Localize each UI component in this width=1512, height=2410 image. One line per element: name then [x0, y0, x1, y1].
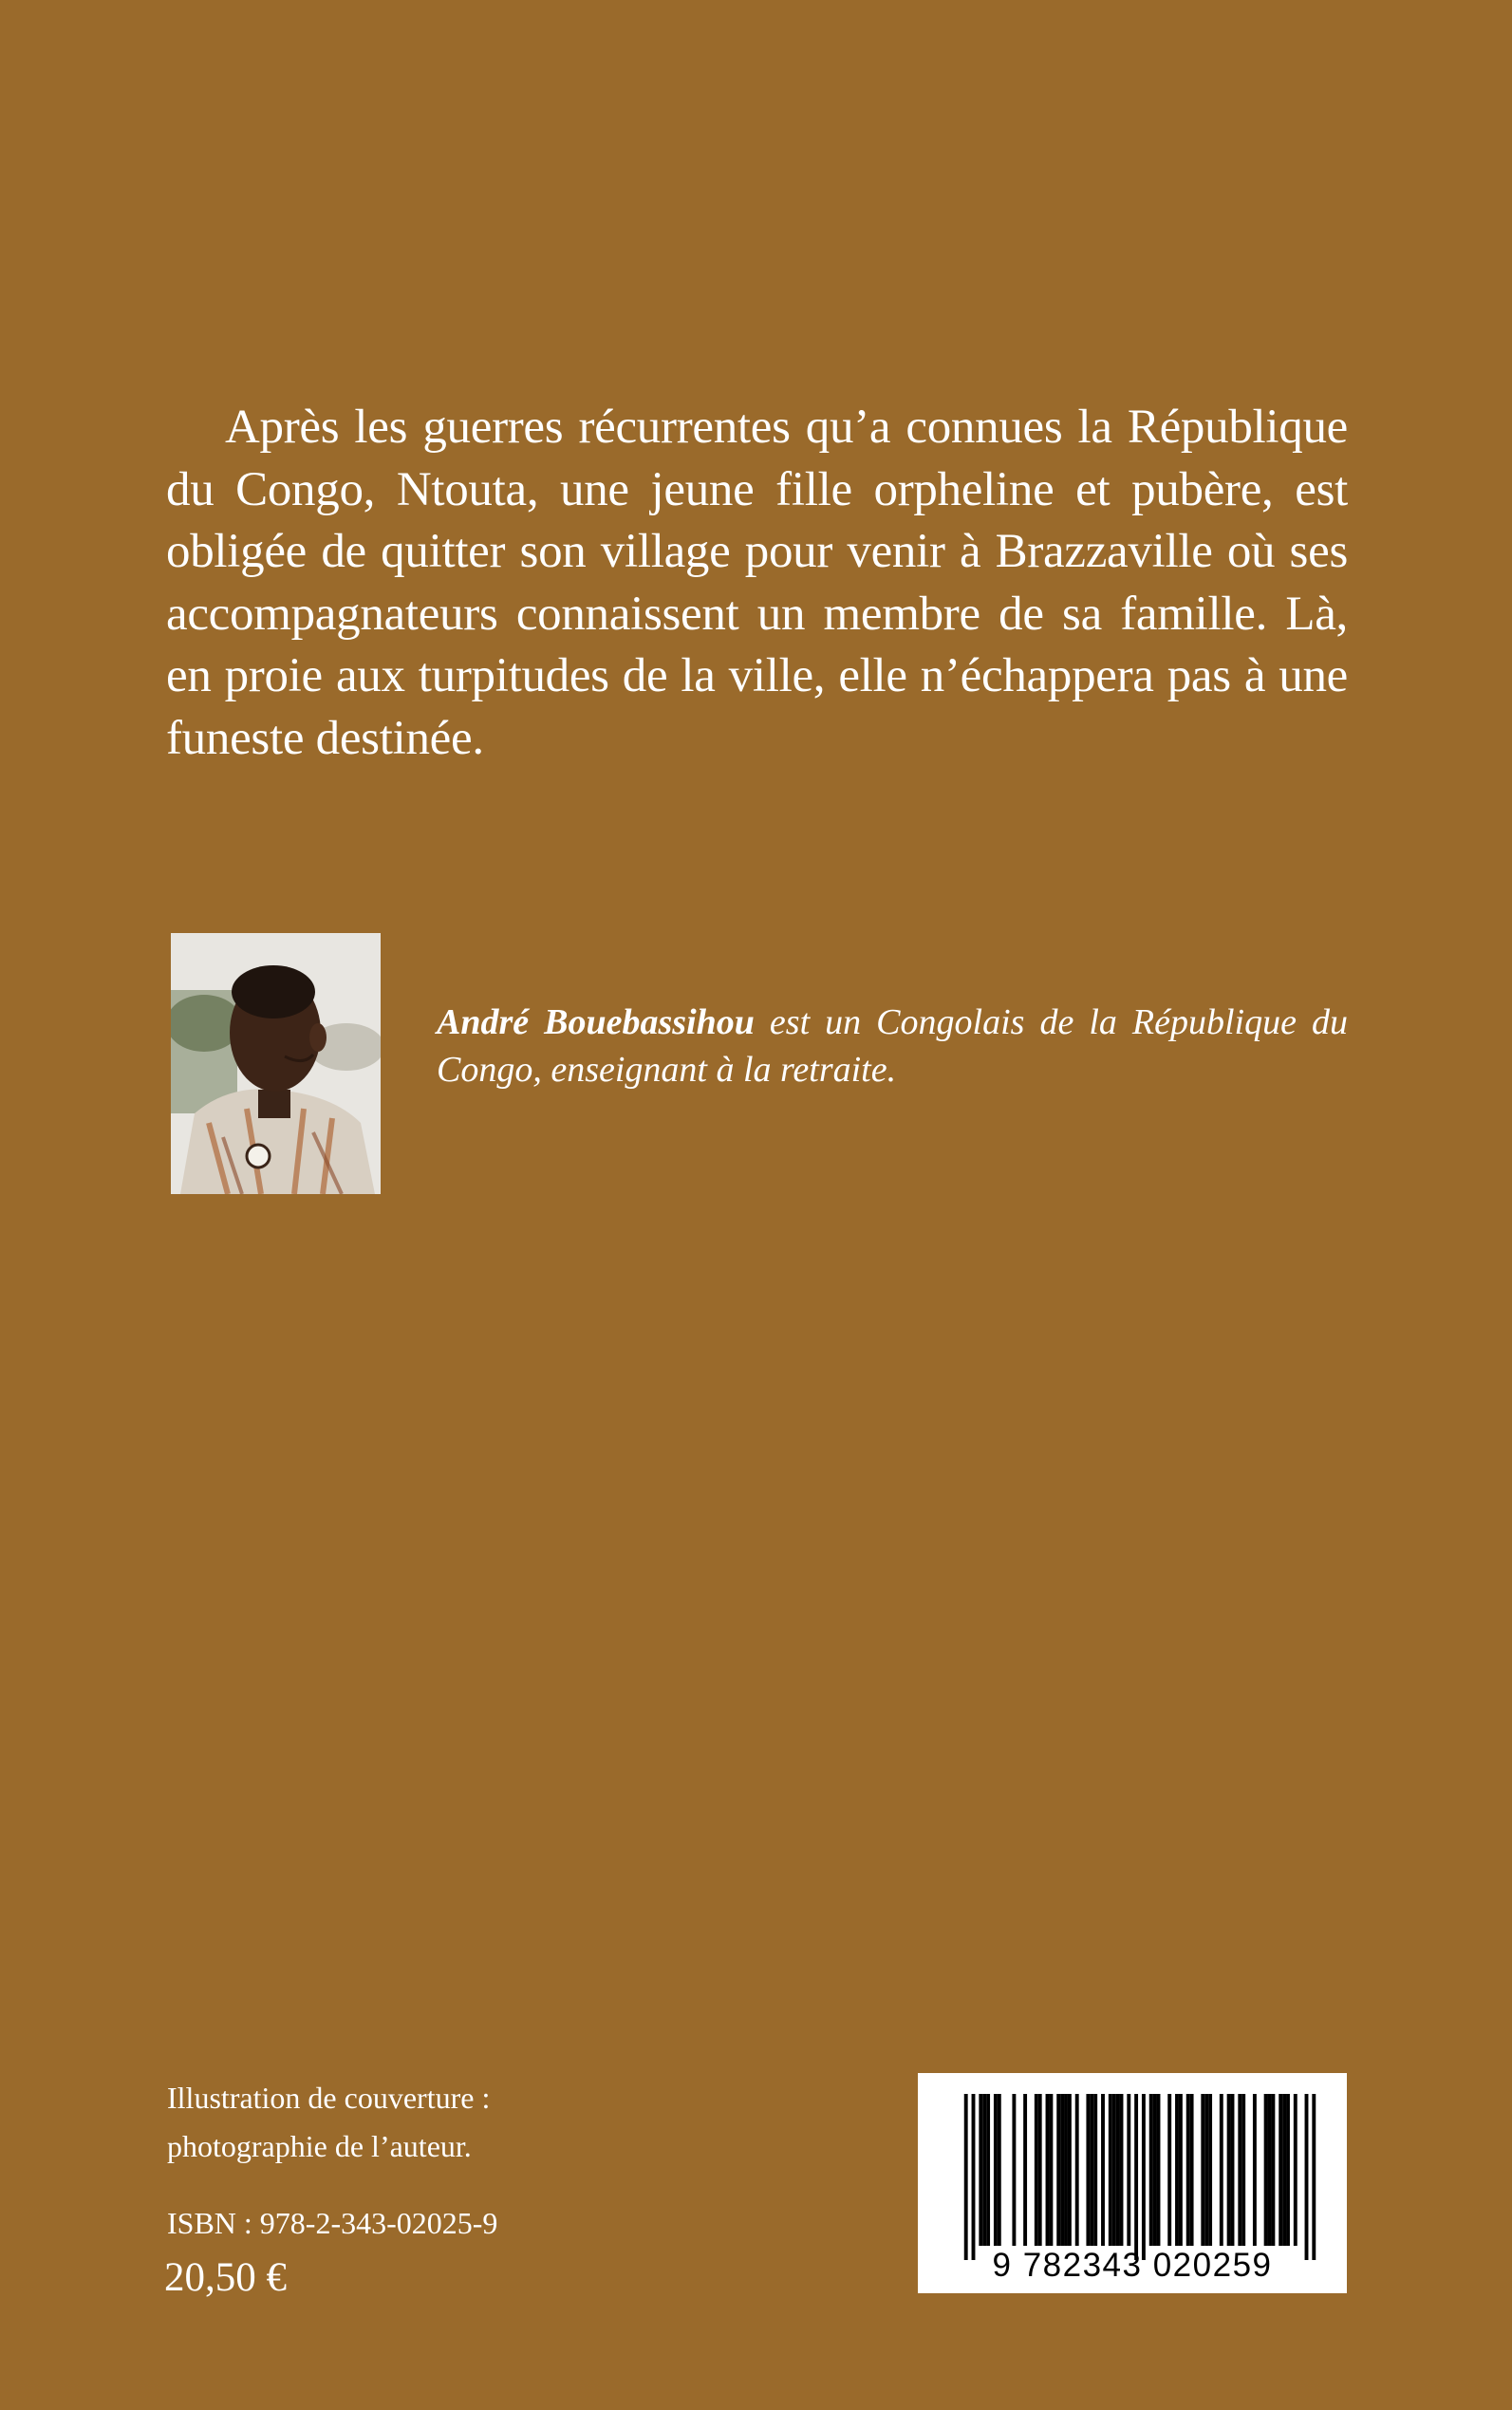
barcode-bar	[1127, 2094, 1130, 2246]
barcode-bar	[1090, 2094, 1093, 2246]
back-cover-summary: Après les guerres récurrentes qu’a connues la République du Congo, Ntouta, une jeune fille orpheline et pubère, est obligée de quitter son village pour venir à Brazzaville où ses accompagnateurs connaissent un membre de sa famille. Là, en proie aux turpitudes de la ville, elle n’échappera pas à une funeste destinée.	[166, 401, 1348, 765]
author-bio	[437, 999, 1348, 1093]
barcode-bar	[1056, 2094, 1060, 2246]
barcode-bar	[1093, 2094, 1097, 2246]
barcode-bar	[1109, 2094, 1112, 2246]
cover-credit	[167, 2074, 737, 2171]
barcode-graphic	[918, 2073, 1347, 2293]
barcode-bar	[1179, 2094, 1183, 2246]
price: 20,50 €	[164, 2255, 287, 2300]
barcode-bar	[1112, 2094, 1116, 2246]
barcode-bar	[1271, 2094, 1275, 2246]
barcode-bar	[1149, 2094, 1153, 2246]
barcode-bar	[1046, 2094, 1050, 2246]
author-name: André Bouebassihou	[437, 1002, 755, 1042]
barcode-bar	[1220, 2094, 1223, 2246]
barcode-bar	[1238, 2094, 1241, 2246]
barcode-bar	[1186, 2094, 1190, 2246]
barcode-bar	[1075, 2094, 1079, 2246]
barcode-bar	[1023, 2094, 1027, 2246]
barcode-bar	[1204, 2094, 1208, 2246]
barcode-bar	[1049, 2094, 1053, 2246]
author-bio-text: est un Congolais de la République du Congo, enseignant à la retraite.	[437, 1002, 1348, 1090]
author-photo-illustration	[171, 933, 381, 1194]
barcode-bar	[1294, 2094, 1297, 2246]
barcode-bar	[1190, 2094, 1194, 2246]
barcode-bar	[1282, 2094, 1286, 2246]
barcode-bar	[1305, 2094, 1309, 2260]
barcode-bar	[1086, 2094, 1090, 2246]
barcode-bar	[1167, 2094, 1171, 2246]
barcode-bar	[1134, 2094, 1138, 2260]
barcode-bar	[1268, 2094, 1272, 2246]
barcode-bar	[1120, 2094, 1124, 2246]
barcode-bar	[1064, 2094, 1068, 2246]
barcode-bar	[986, 2094, 990, 2246]
barcode-bar	[1068, 2094, 1072, 2246]
barcode-bar	[1241, 2094, 1245, 2246]
barcode-bar	[1201, 2094, 1204, 2246]
barcode-bar	[1116, 2094, 1120, 2246]
barcode-bar	[1060, 2094, 1064, 2246]
barcode-bar	[1012, 2094, 1016, 2246]
barcode-bar	[1175, 2094, 1179, 2246]
author-photo	[171, 933, 381, 1194]
barcode-bar	[998, 2094, 1001, 2246]
barcode-bar	[1231, 2094, 1235, 2246]
barcode-bar	[1227, 2094, 1231, 2246]
barcode-bar	[979, 2094, 982, 2246]
barcode-bar	[1142, 2094, 1146, 2260]
barcode-bar	[972, 2094, 976, 2260]
cover-credit-line-2: photographie de l’auteur.	[167, 2129, 472, 2163]
isbn: ISBN : 978-2-343-02025-9	[167, 2206, 498, 2240]
barcode-bar	[994, 2094, 998, 2246]
barcode-bar	[964, 2094, 968, 2260]
barcode-bar	[1038, 2094, 1042, 2246]
barcode-bar	[1253, 2094, 1257, 2246]
barcode-bar	[1101, 2094, 1105, 2246]
barcode-bar	[1157, 2094, 1161, 2246]
barcode-bar	[1286, 2094, 1290, 2246]
barcode-bar	[1279, 2094, 1282, 2246]
barcode-bar	[1153, 2094, 1157, 2246]
barcode-bar	[1208, 2094, 1212, 2246]
barcode	[918, 2073, 1347, 2293]
barcode-bar	[1264, 2094, 1268, 2246]
barcode-bar	[1035, 2094, 1038, 2246]
barcode-digits: 9 782343 020259	[992, 2247, 1273, 2284]
barcode-bar	[982, 2094, 986, 2246]
barcode-bar	[1312, 2094, 1316, 2260]
cover-credit-line-1: Illustration de couverture :	[167, 2081, 491, 2115]
